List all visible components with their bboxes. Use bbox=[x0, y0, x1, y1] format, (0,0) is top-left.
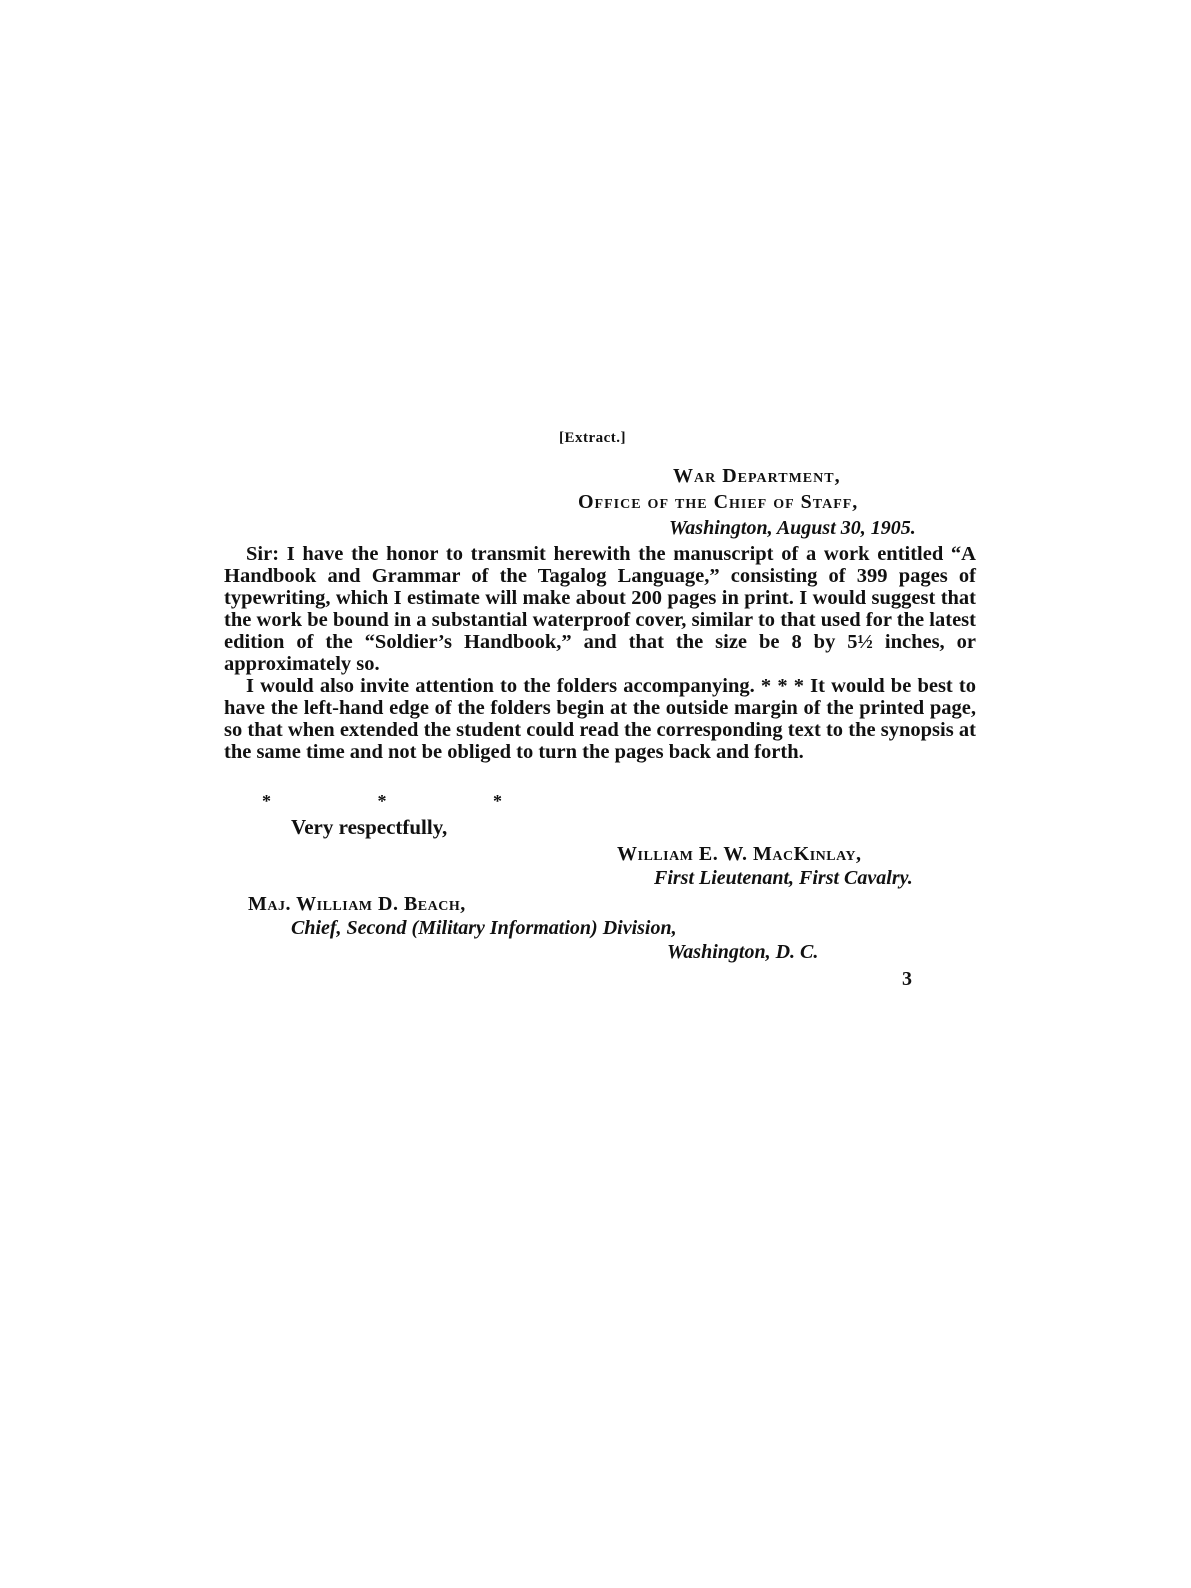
letter-paragraph-1: Sir: I have the honor to transmit herewith the manuscript of a work entitled “A Handbook and Grammar of the Tagalog Language,” consisting of 399 pages of typewriting, which I estimate will make about 200 pages in print. I would suggest that the work be bound in a substantial waterproof cover, similar to that used for the latest edition of the “Soldier’s Handbook,” and that the size be 8 by 5½ inches, or approximately so. bbox=[224, 543, 976, 675]
dateline-place-date: Washington, August 30, 1905. bbox=[669, 517, 916, 539]
dateline-department: War Department, bbox=[673, 465, 841, 487]
ellipsis-star: * bbox=[377, 791, 387, 811]
extract-label: [Extract.] bbox=[559, 430, 627, 446]
signature-name: William E. W. MacKinlay, bbox=[617, 843, 862, 865]
ellipsis-star: * bbox=[262, 791, 271, 811]
letter-paragraph-2: I would also invite attention to the folders accompanying. * * * It would be best to have the left-hand edge of the folders begin at the outside margin of the printed page, so that when extended the student could read the corresponding text to the synopsis at the same time and not be obliged to turn the pages back and forth. bbox=[224, 675, 976, 763]
ellipsis-stars bbox=[262, 791, 502, 812]
addressee-name: Maj. William D. Beach, bbox=[248, 893, 466, 915]
addressee-title: Chief, Second (Military Information) Division, bbox=[291, 917, 677, 939]
addressee-place: Washington, D. C. bbox=[667, 941, 819, 963]
ellipsis-star: * bbox=[493, 791, 502, 811]
page-number: 3 bbox=[902, 968, 912, 990]
closing-salutation: Very respectfully, bbox=[291, 815, 448, 839]
dateline-office: Office of the Chief of Staff, bbox=[578, 491, 859, 513]
signature-title: First Lieutenant, First Cavalry. bbox=[654, 867, 913, 889]
